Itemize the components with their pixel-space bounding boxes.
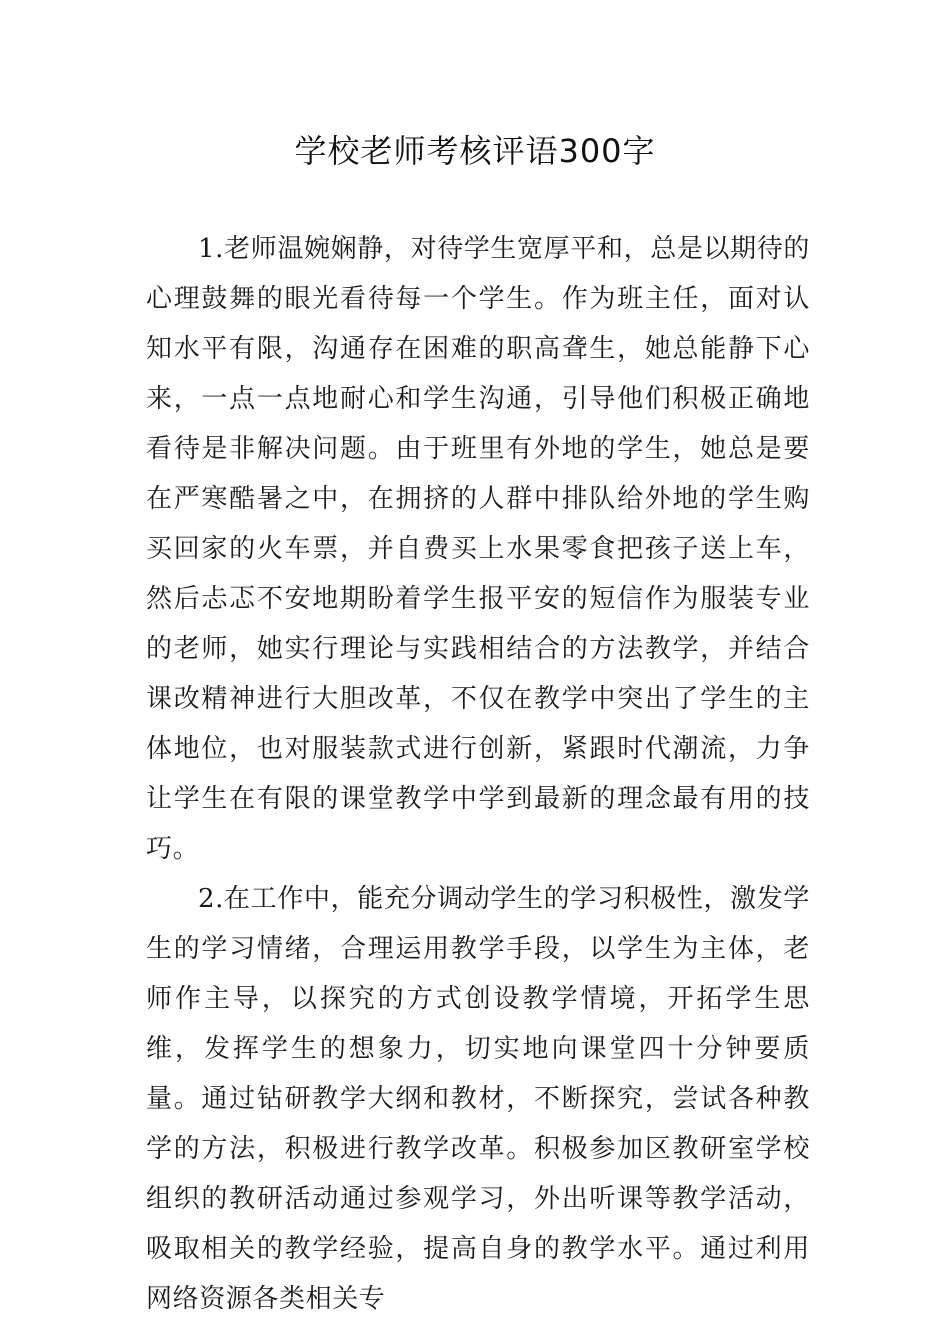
page-title: 学校老师考核评语300字	[294, 132, 656, 170]
paragraph-2: 2.在工作中，能充分调动学生的学习积极性，激发学生的学习情绪，合理运用教学手段，以学生为主体，老师作主导，以探究的方式创设教学情境，开拓学生思维，发挥学生的想象力，切实地向课堂四十分钟要质量。通过钻研教学大纲和教材，不断探究，尝试各种教学的方法，积极进行教学改革。积极参加区教研室学校组织的教研活动通过参观学习，外出听课等教学活动，吸取相关的教学经验，提高自身的教学水平。通过利用网络资源各类相关专	[146, 884, 810, 1314]
document-body	[146, 224, 810, 1324]
paragraph-1: 1.老师温婉娴静，对待学生宽厚平和，总是以期待的心理鼓舞的眼光看待每一个学生。作为班主任，面对认知水平有限，沟通存在困难的职高聋生，她总能静下心来，一点一点地耐心和学生沟通，引导他们积极正确地看待是非解决问题。由于班里有外地的学生，她总是要在严寒酷暑之中，在拥挤的人群中排队给外地的学生购买回家的火车票，并自费买上水果零食把孩子送上车，然后忐忑不安地期盼着学生报平安的短信作为服装专业的老师，她实行理论与实践相结合的方法教学，并结合课改精神进行大胆改革，不仅在教学中突出了学生的主体地位，也对服装款式进行创新，紧跟时代潮流，力争让学生在有限的课堂教学中学到最新的理念最有用的技巧。	[146, 234, 810, 864]
